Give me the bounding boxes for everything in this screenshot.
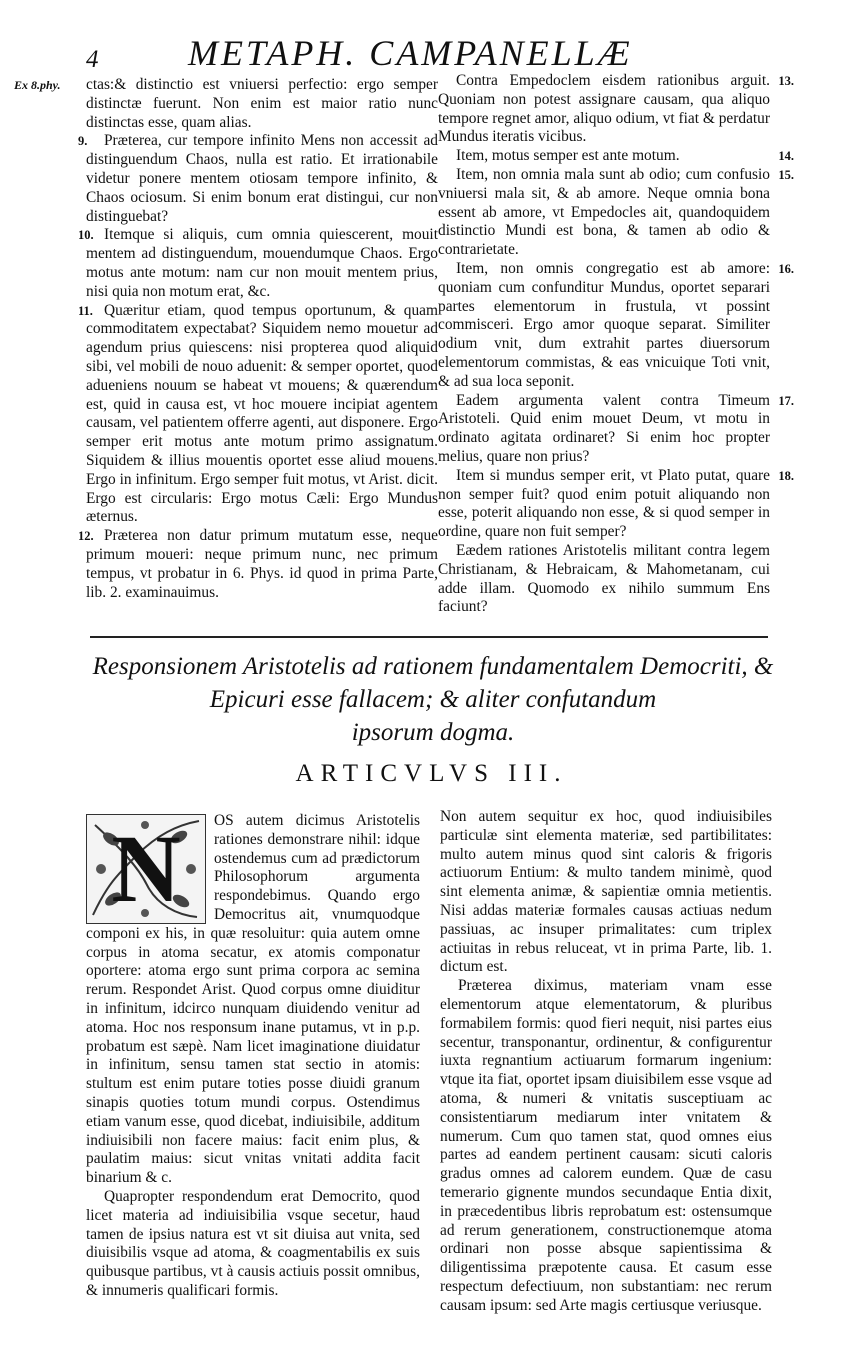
- section-heading-line: ipsorum dogma.: [351, 719, 515, 746]
- section-heading: [88, 650, 778, 749]
- paragraph: [86, 1188, 420, 1301]
- paragraph-text: Eadem argumenta valent contra Timeum Aristoteli. Quid enim mouet Deum, vt motu in ordinato agitata ordinaret? Si enim hoc propter melius, quare non prius?: [438, 391, 770, 465]
- paragraph-text: Itemque si aliquis, cum omnia quiescerent, mouit mentem ad distinguendum, mouendumque Chaos. Ergo motus ante motum: nam cur non mouit mentem prius, nisi quia non motum erat, &c.: [86, 226, 438, 300]
- paragraph-text: Item, motus semper est ante motum.: [456, 147, 680, 165]
- section-heading-line: Responsionem Aristotelis ad rationem fundamentalem Democriti, &: [92, 653, 774, 680]
- section-divider: [90, 636, 768, 638]
- paragraph-text: OS autem dicimus Aristotelis rationes demonstrare nihil: idque ostendemus cum ad prædictorum Philosophorum argumenta respondebimus. Quando ergo Democritus ait, vnumquodque componi ex his, in quæ resoluitur: quia autem omne corpus in atoma secatur, ex atomis componatur oportere: atoma ergo sunt prima corpora ac semina rerum. Respondet Arist. Quod corpus omne diuiditur in infinitum, idcirco nunquam diuidendo venitur ad atoma. Hoc nos responsum inane putamus, vt in p.p. probatum est sæpè. Nam licet imaginatione diuidatur in infinitum, sensu tamen stat sectio in atomis: stultum est enim putare toties posse diuidi granum sinapis quoties totum mundi corpus. Ostendimus etiam vanum esse, quod dicebat, indiuisibile, additum indiuisibili non facere maius: facit enim plus, & paulatim maius: sicut vnitas vnitati addita facit binarium & c.: [86, 812, 420, 1187]
- paragraph: [440, 808, 772, 977]
- paragraph-text: Eædem rationes Aristotelis militant contra legem Christianam, & Hebraicam, & Mahometanam, cui adde illam. Quomodo ex nihilo summum Ens faciunt?: [438, 541, 770, 616]
- section-heading-line: Epicuri esse fallacem; & aliter confutandum: [209, 686, 657, 713]
- paragraph-text: ctas:& distinctio est vniuersi perfectio: ergo semper distinctæ fuerunt. Non enim est maior ratio nunc distinctas esse, quam alias.: [86, 76, 438, 131]
- paragraph-text: Non autem sequitur ex hoc, quod indiuisibiles particulæ sint elementa materiæ, sed partibilitates: multo autem minus quod sint caloris & frigoris actiuorum Entium: & multo tandem minimè, quod sint elementa animæ, & sapientiæ omnia metientis. Nisi addas materiæ formales causas actiuas nedum passiuas, ac insuper primalitates: cum triplex actiuitas in rebus reluceat, vt in prima Parte, lib. 1. dictum est.: [440, 808, 772, 976]
- paragraph-number: 9.: [78, 134, 88, 149]
- paragraph-number: 16.: [778, 261, 794, 276]
- paragraph-text: Item si mundus semper erit, vt Plato putat, quare non semper fuit? quod enim potuit aliquando non esse, poterit aliquando non esse, & si quod semper in ordine, quare non fuit semper?: [438, 466, 770, 541]
- right-column-top: [438, 72, 794, 617]
- article-title: ARTICVLVS III.: [295, 760, 568, 787]
- paragraph-number: 17.: [778, 393, 794, 408]
- paragraph: [440, 977, 772, 1315]
- left-column-top: [14, 76, 438, 602]
- paragraph-number: 18.: [778, 468, 794, 483]
- paragraph: [78, 226, 438, 301]
- paragraph: [438, 542, 770, 617]
- paragraph: [78, 132, 438, 226]
- margin-reference: Ex 8.phy.: [14, 78, 61, 92]
- paragraph-text: Præterea, cur tempore infinito Mens non accessit ad distinguendum Chaos, nulla est ratio. Et irrationabile videtur ponere mentem otiosam tempore infinito, & Chaos ociosum. Si enim bonum erat distingui, cur non distinguebat?: [86, 132, 438, 225]
- paragraph-text: Item, non omnia mala sunt ab odio; cum confusio vniuersi mala sit, & ab amore. Neque omnia bona essent ab amore, vt Empedocles ait, quandoquidem distinctio Mundi est bona, & tamen ab odio & contrarietate.: [438, 165, 770, 259]
- initial-letter: N: [111, 815, 181, 922]
- running-head: METAPH. CAMPANELLÆ: [188, 33, 633, 73]
- paragraph-text: Quæritur etiam, quod tempus oportunum, & quam commoditatem expectabat? Siquidem nemo mouetur ad agendum prius quiescens: nisi propterea quod aliquid sibi, vel mobili de nouo aduenit: & semper oportet, quod adueniens nouum se habeat vt mouens; & quærendum est, quid in causa est, vt hoc mouere incipiat agentem causam, vel patientem offerre agenti, aut disponere. Ergo semper erit motus ante motum primo assignatum. Siquidem & illius mouentis oportet esse aliud mouens. Ergo in infinitum. Ergo semper fuit motus, vt Arist. dicit. Ergo est circularis: Ergo motus Cæli: Ergo Mundus æternus.: [86, 301, 438, 526]
- paragraph-text: Item, non omnis congregatio est ab amore: quoniam cum confunditur Mundus, oportet separari partes elementorum in frustula, vt possint commisceri. Ergo amor quoque separat. Similiter odium vnit, dum extrahit partes diuersorum elementorum commistas, & eas vnicuique Toti vnit, & ad sua loca seponit.: [438, 259, 770, 390]
- paragraph: [86, 812, 420, 1188]
- paragraph-number: 12.: [78, 529, 94, 544]
- paragraph-number: 13.: [778, 74, 794, 88]
- left-column-bottom: [86, 812, 420, 1301]
- paragraph-text: Quapropter respondendum erat Democrito, quod licet materia ad indiuisibilia vsque secetur, haud tamen de ipsius natura est vt sit diuisa aut vnita, sed diuisibilis vsque ad atoma, & coagmentabilis ex suis quibusque partibus, vt à causis actiuis possit omnibus, & innumeris qualificari formis.: [86, 1187, 420, 1299]
- right-column-bottom: [440, 808, 772, 1316]
- paragraph: [78, 527, 438, 602]
- paragraph-text: Præterea diximus, materiam vnam esse elementorum atque elementatorum, & pluribus formabilem formis: quod fieri nequit, nisi partes eius secentur, transponantur, ordinentur, & configurentur iuxta regnantium actiuarum formarum ingenium: vtque ita fiat, oportet ipsam diuisibilem esse vsque ad atoma, & numeri & vnitatis susceptiuam ac consistentiarum mediarum inter vnitatem & numerum. Cum quo tamen stat, quod omnes eius partes ad eandem pertinent causam: sicuti caloris gradus omnes ad calorem eundem. Quæ de casu temerario gignente mundos secundaque Entia dixit, in præcedentibus libris reprobatum est: ostensumque ad rerum generationem, constructionemque atoma ordinari non posse absque sapientissima & diligentissima præpotente causa. Et casum esse respectum defectiuum, non substantiam: nec rerum causam ipsum: sed Arte magis certiusque veriusque.: [440, 977, 772, 1314]
- page-number: 4: [86, 46, 99, 73]
- paragraph: [14, 76, 438, 132]
- paragraph: [438, 147, 794, 166]
- paragraph-number: 14.: [778, 149, 794, 164]
- paragraph-number: 10.: [78, 228, 94, 243]
- paragraph: [78, 301, 438, 528]
- page-header: [0, 26, 863, 76]
- paragraph-number: 11.: [78, 303, 93, 318]
- decorated-initial: [86, 814, 206, 924]
- paragraph-number: 15.: [778, 167, 794, 182]
- paragraph-text: Contra Empedoclem eisdem rationibus arguit. Quoniam non potest assignare causam, qua aliquo tempore regnet amor, aliquo odium, vt fiat & perdatur Mundus iteratis vicibus.: [438, 72, 770, 146]
- paragraph: [438, 466, 794, 542]
- paragraph-text: Præterea non datur primum mutatum esse, neque primum moueri: neque primum nunc, nec primum tempus, vt probatur in 6. Phys. id quod in prima Parte, lib. 2. examinauimus.: [86, 527, 438, 601]
- paragraph: [438, 391, 794, 467]
- paragraph: [438, 72, 794, 147]
- paragraph: [438, 165, 794, 260]
- paragraph: [438, 259, 794, 392]
